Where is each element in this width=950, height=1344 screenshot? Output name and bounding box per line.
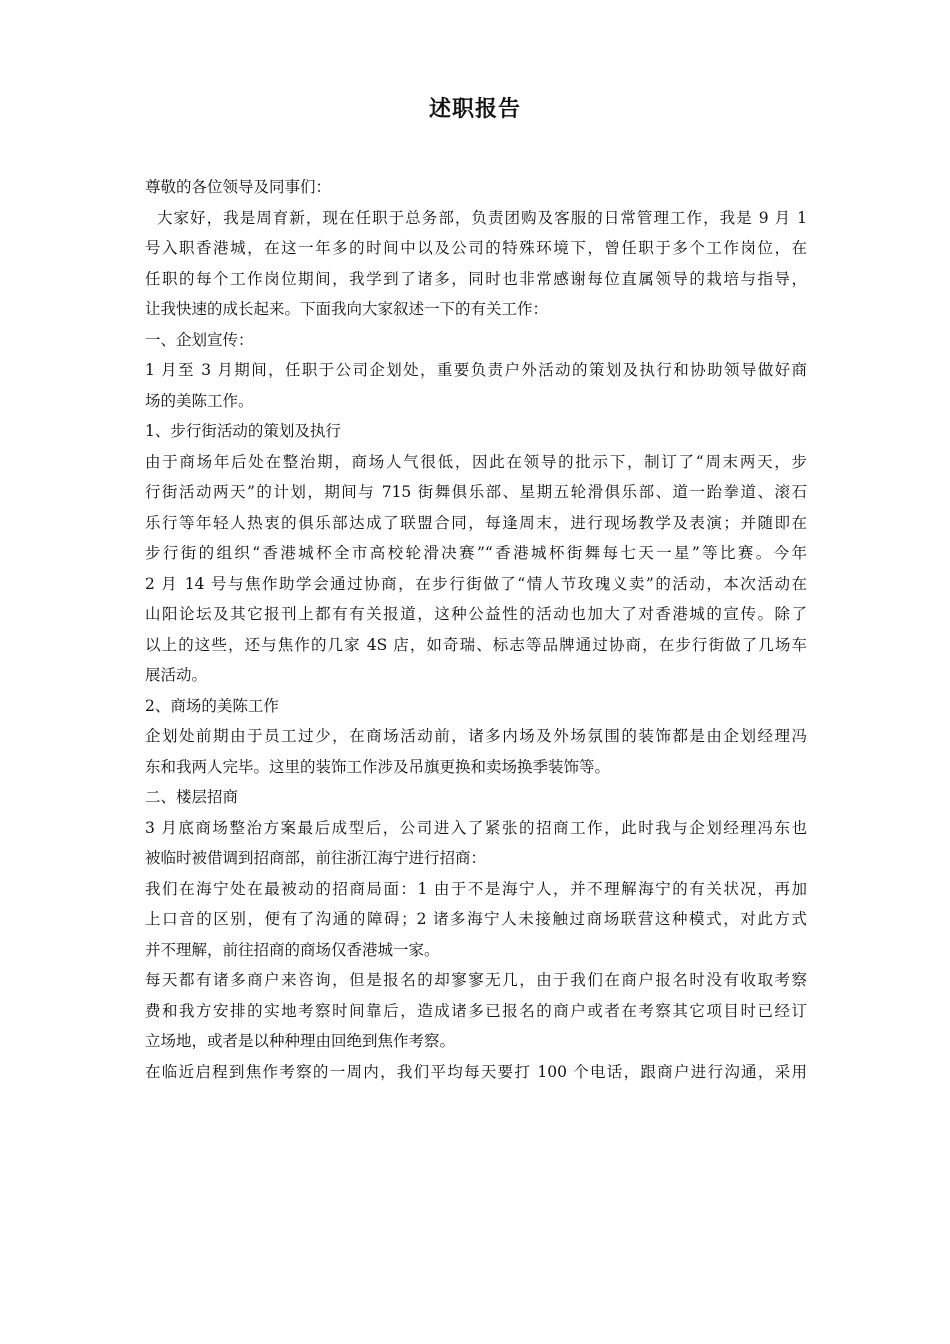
text-line: 企划处前期由于员工过少，在商场活动前，诸多内场及外场氛围的装饰都是由企划经理冯 [145, 727, 807, 745]
document-body [145, 172, 807, 1087]
text-line: 被临时被借调到招商部，前往浙江海宁进行招商： [145, 849, 487, 867]
text-line: 场的美陈工作。 [145, 391, 254, 410]
text-line: 我们在海宁处在最被动的招商局面：1 由于不是海宁人，并不理解海宁的有关状况，再加 [145, 879, 807, 898]
text-line: 尊敬的各位领导及同事们： [145, 178, 332, 196]
text-line: 一、企划宣传： [145, 330, 254, 349]
text-line: 以上的这些，还与焦作的几家 4S 店，如奇瑞、标志等品牌通过协商，在步行街做了几场车 [145, 635, 807, 654]
text-line: 在临近启程到焦作考察的一周内，我们平均每天要打 100 个电话，跟商户进行沟通，采用 [145, 1062, 807, 1081]
text-line: 费和我方安排的实地考察时间靠后，造成诸多已报名的商户或者在考察其它项目时已经订 [145, 1001, 807, 1020]
text-line: 展活动。 [145, 666, 208, 684]
text-line: 任职的每个工作岗位期间，我学到了诸多，同时也非常感谢每位直属领导的栽培与指导， [145, 269, 807, 288]
text-line: 号入职香港城，在这一年多的时间中以及公司的特殊环境下，曾任职于多个工作岗位，在 [145, 239, 807, 257]
text-line: 并不理解，前往招商的商场仅香港城一家。 [145, 940, 440, 959]
text-line: 行街活动两天”的计划，期间与 715 街舞俱乐部、星期五轮滑俱乐部、道一跆拳道、滚石 [145, 483, 807, 501]
text-line: 3 月底商场整治方案最后成型后，公司进入了紧张的招商工作，此时我与企划经理冯东也 [145, 818, 807, 837]
text-line: 1 月至 3 月期间，任职于公司企划处，重要负责户外活动的策划及执行和协助领导做好商 [145, 361, 807, 379]
document-title: 述职报告 [428, 97, 521, 122]
text-line: 2、商场的美陈工作 [145, 696, 279, 715]
text-line: 步行街的组织“香港城杯全市高校轮滑决赛”“香港城杯街舞每七天一星”等比赛。今年 [145, 544, 807, 562]
text-line: 由于商场年后处在整治期，商场人气很低，因此在领导的批示下，制订了“周末两天，步 [145, 452, 807, 471]
text-line: 1、步行街活动的策划及执行 [145, 422, 341, 440]
text-line: 立场地，或者是以种种理由回绝到焦作考察。 [145, 1032, 456, 1050]
text-line: 山阳论坛及其它报刊上都有有关报道，这种公益性的活动也加大了对香港城的宣传。除了 [145, 605, 807, 623]
text-line: 二、楼层招商 [145, 788, 239, 806]
text-line: 东和我两人完毕。这里的装饰工作涉及吊旗更换和卖场换季装饰等。 [145, 757, 611, 776]
text-line: 上口音的区别，便有了沟通的障碍；2 诸多海宁人未接触过商场联营这种模式，对此方式 [145, 910, 807, 928]
text-line: 2 月 14 号与焦作助学会通过协商，在步行街做了“情人节玫瑰义卖”的活动，本次活动在 [145, 574, 807, 593]
text-line: 大家好，我是周育新，现在任职于总务部，负责团购及客服的日常管理工作，我是 9 月 1 [145, 208, 807, 227]
text-line: 每天都有诸多商户来咨询，但是报名的却寥寥无几，由于我们在商户报名时没有收取考察 [145, 971, 807, 989]
text-line: 让我快速的成长起来。下面我向大家叙述一下的有关工作： [145, 300, 549, 318]
text-line: 乐行等年轻人热衷的俱乐部达成了联盟合同，每逢周末，进行现场教学及表演；并随即在 [145, 513, 807, 532]
